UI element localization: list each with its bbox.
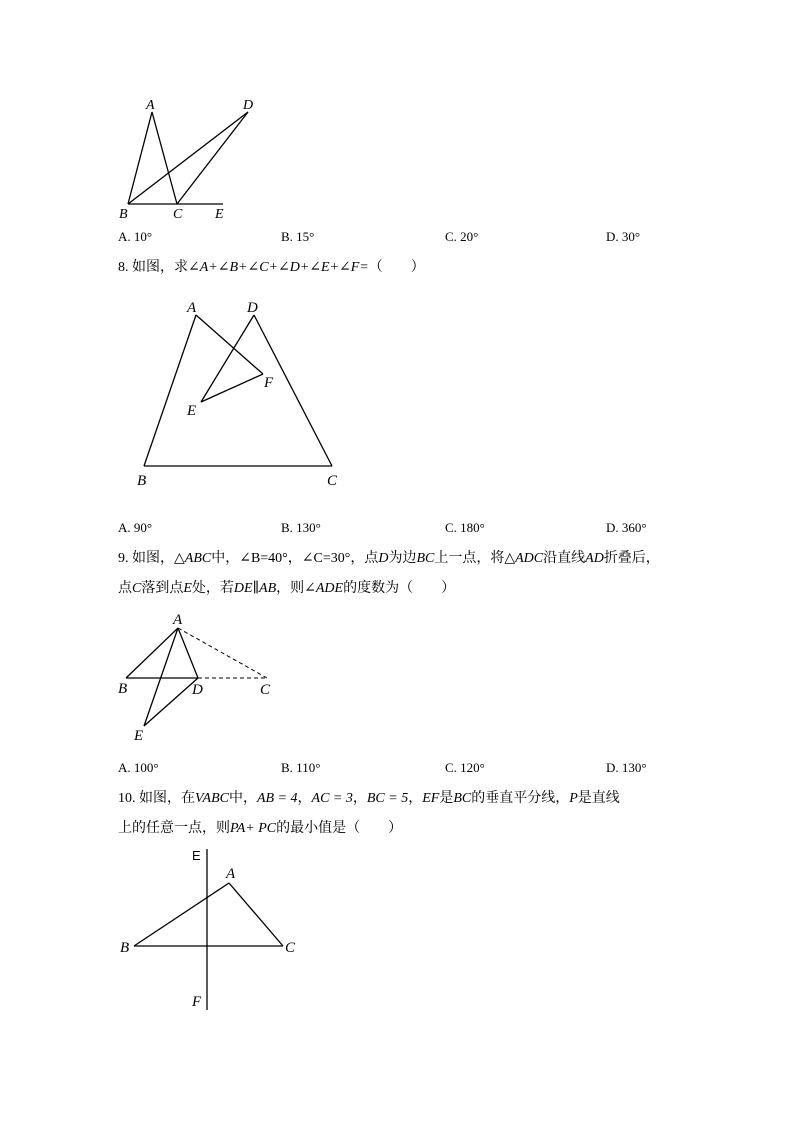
q9-point-c: C — [132, 581, 142, 596]
q10-text: ， — [352, 791, 367, 806]
q7-option-d[interactable]: D. 30° — [606, 229, 641, 244]
q9-label-d: D — [192, 682, 203, 698]
q7-diagram — [110, 94, 254, 224]
q10-ab-length: AB = 4 — [256, 791, 298, 806]
q7-label-c: C — [173, 207, 183, 222]
q9-number: 9. — [118, 551, 129, 566]
q9-text: 如图， — [132, 551, 174, 566]
q10-text: 的垂直平分线， — [471, 791, 570, 806]
q8-blank: （ ） — [368, 260, 425, 275]
q8-label-d: D — [247, 300, 258, 316]
q10-side-bc: BC — [453, 791, 472, 806]
q10-bc-length: BC = 5 — [366, 791, 409, 806]
q8-line-af — [196, 315, 263, 374]
q10-expression: PA+ PC — [230, 821, 277, 836]
q9-text: 点 — [118, 581, 132, 596]
q9-diagram — [112, 610, 282, 745]
q8-number: 8. — [118, 260, 129, 275]
q8-option-a[interactable]: A. 90° — [118, 520, 153, 535]
q9-triangle-abc: △ABC — [174, 551, 212, 566]
q8-stem-prefix: 如图，求 — [132, 260, 188, 275]
q9-text: 上一点，将 — [434, 551, 505, 566]
q10-stem — [118, 785, 698, 843]
q8-option-d[interactable]: D. 360° — [606, 520, 647, 535]
q8-diagram — [130, 295, 350, 495]
q7-option-c[interactable]: C. 20° — [445, 229, 479, 244]
q10-text: ， — [297, 791, 312, 806]
q9-line-ba — [126, 628, 178, 678]
q7-label-b: B — [119, 207, 128, 222]
q10-figure — [112, 845, 312, 1015]
q10-text: ， — [408, 791, 423, 806]
q9-text: 的度数为（ ） — [343, 581, 456, 596]
q9-option-d[interactable]: D. 130° — [606, 760, 647, 775]
q8-line-ba — [144, 315, 196, 466]
q9-text: 为边 — [388, 551, 417, 566]
q9-option-a[interactable]: A. 100° — [118, 760, 159, 775]
q9-target-angle: ∠ADE — [304, 581, 344, 596]
q9-point-d: D — [378, 551, 389, 566]
q9-line-ad — [178, 628, 198, 678]
q10-label-c: C — [285, 940, 296, 956]
q10-line-ef: EF — [422, 791, 440, 806]
q8-label-f: F — [264, 375, 274, 391]
q10-text: 上的任意一点，则 — [118, 821, 230, 836]
q9-figure — [112, 610, 282, 745]
q10-diagram — [112, 845, 312, 1015]
q9-side-bc: BC — [416, 551, 435, 566]
q10-triangle-abc: VABC — [195, 791, 229, 806]
q7-label-a: A — [146, 98, 155, 113]
q9-line-1 — [118, 545, 698, 573]
q9-option-c[interactable]: C. 120° — [445, 760, 485, 775]
q10-line-2 — [118, 815, 698, 843]
q9-condition: DE∥AB — [233, 581, 277, 596]
q9-text: 落到点 — [141, 581, 184, 596]
q10-number: 10. — [118, 791, 136, 806]
q9-text: 沿直线 — [543, 551, 586, 566]
q7-option-b[interactable]: B. 15° — [281, 229, 315, 244]
q10-line-ba — [134, 883, 229, 946]
q7-label-d: D — [243, 98, 254, 113]
q8-option-b[interactable]: B. 130° — [281, 520, 321, 535]
q9-text: 折叠后， — [603, 551, 660, 566]
q10-text: 是直线 — [577, 791, 620, 806]
q10-label-a: A — [226, 866, 236, 882]
q8-expression: ∠A+∠B+∠C+∠D+∠E+∠F= — [188, 260, 369, 275]
q8-label-c: C — [327, 473, 338, 489]
q8-label-e: E — [187, 403, 197, 419]
q9-option-b[interactable]: B. 110° — [281, 760, 321, 775]
q9-dashed-ac — [178, 628, 267, 678]
q10-text: 的最小值是（ ） — [276, 821, 403, 836]
q8-stem — [118, 254, 698, 282]
q7-label-e: E — [215, 207, 224, 222]
q7-figure — [110, 94, 254, 224]
q9-triangle-adc: △ADC — [504, 551, 544, 566]
q10-point-p: P — [569, 791, 578, 806]
q9-text: 处，若 — [191, 581, 234, 596]
q9-label-a: A — [173, 612, 183, 628]
q8-label-a: A — [187, 300, 197, 316]
q7-option-a[interactable]: A. 10° — [118, 229, 153, 244]
q8-option-c[interactable]: C. 180° — [445, 520, 485, 535]
q10-line-ac — [229, 883, 283, 946]
q10-text: 是 — [439, 791, 454, 806]
q9-label-e: E — [134, 728, 144, 744]
q8-line-ef — [201, 374, 263, 402]
q9-text: ，则 — [276, 581, 305, 596]
q9-point-e: E — [183, 581, 192, 596]
q9-line-ad: AD — [585, 551, 604, 566]
q10-text: 中， — [228, 791, 257, 806]
q9-text: 中，∠B=40°，∠C=30°，点 — [211, 551, 379, 566]
q10-label-f: F — [192, 994, 202, 1010]
q9-label-c: C — [260, 682, 271, 698]
q10-label-e: E — [192, 848, 201, 863]
q8-figure — [130, 295, 350, 495]
q10-text: 如图，在 — [139, 791, 195, 806]
q9-line-2 — [118, 575, 698, 603]
q9-label-b: B — [118, 681, 128, 697]
q7-line-ac — [152, 112, 177, 204]
q10-ac-length: AC = 3 — [311, 791, 353, 806]
q10-line-1 — [118, 785, 698, 813]
q8-label-b: B — [137, 473, 147, 489]
q7-line-ba — [128, 112, 152, 204]
q10-label-b: B — [120, 940, 130, 956]
q9-stem — [118, 545, 698, 603]
